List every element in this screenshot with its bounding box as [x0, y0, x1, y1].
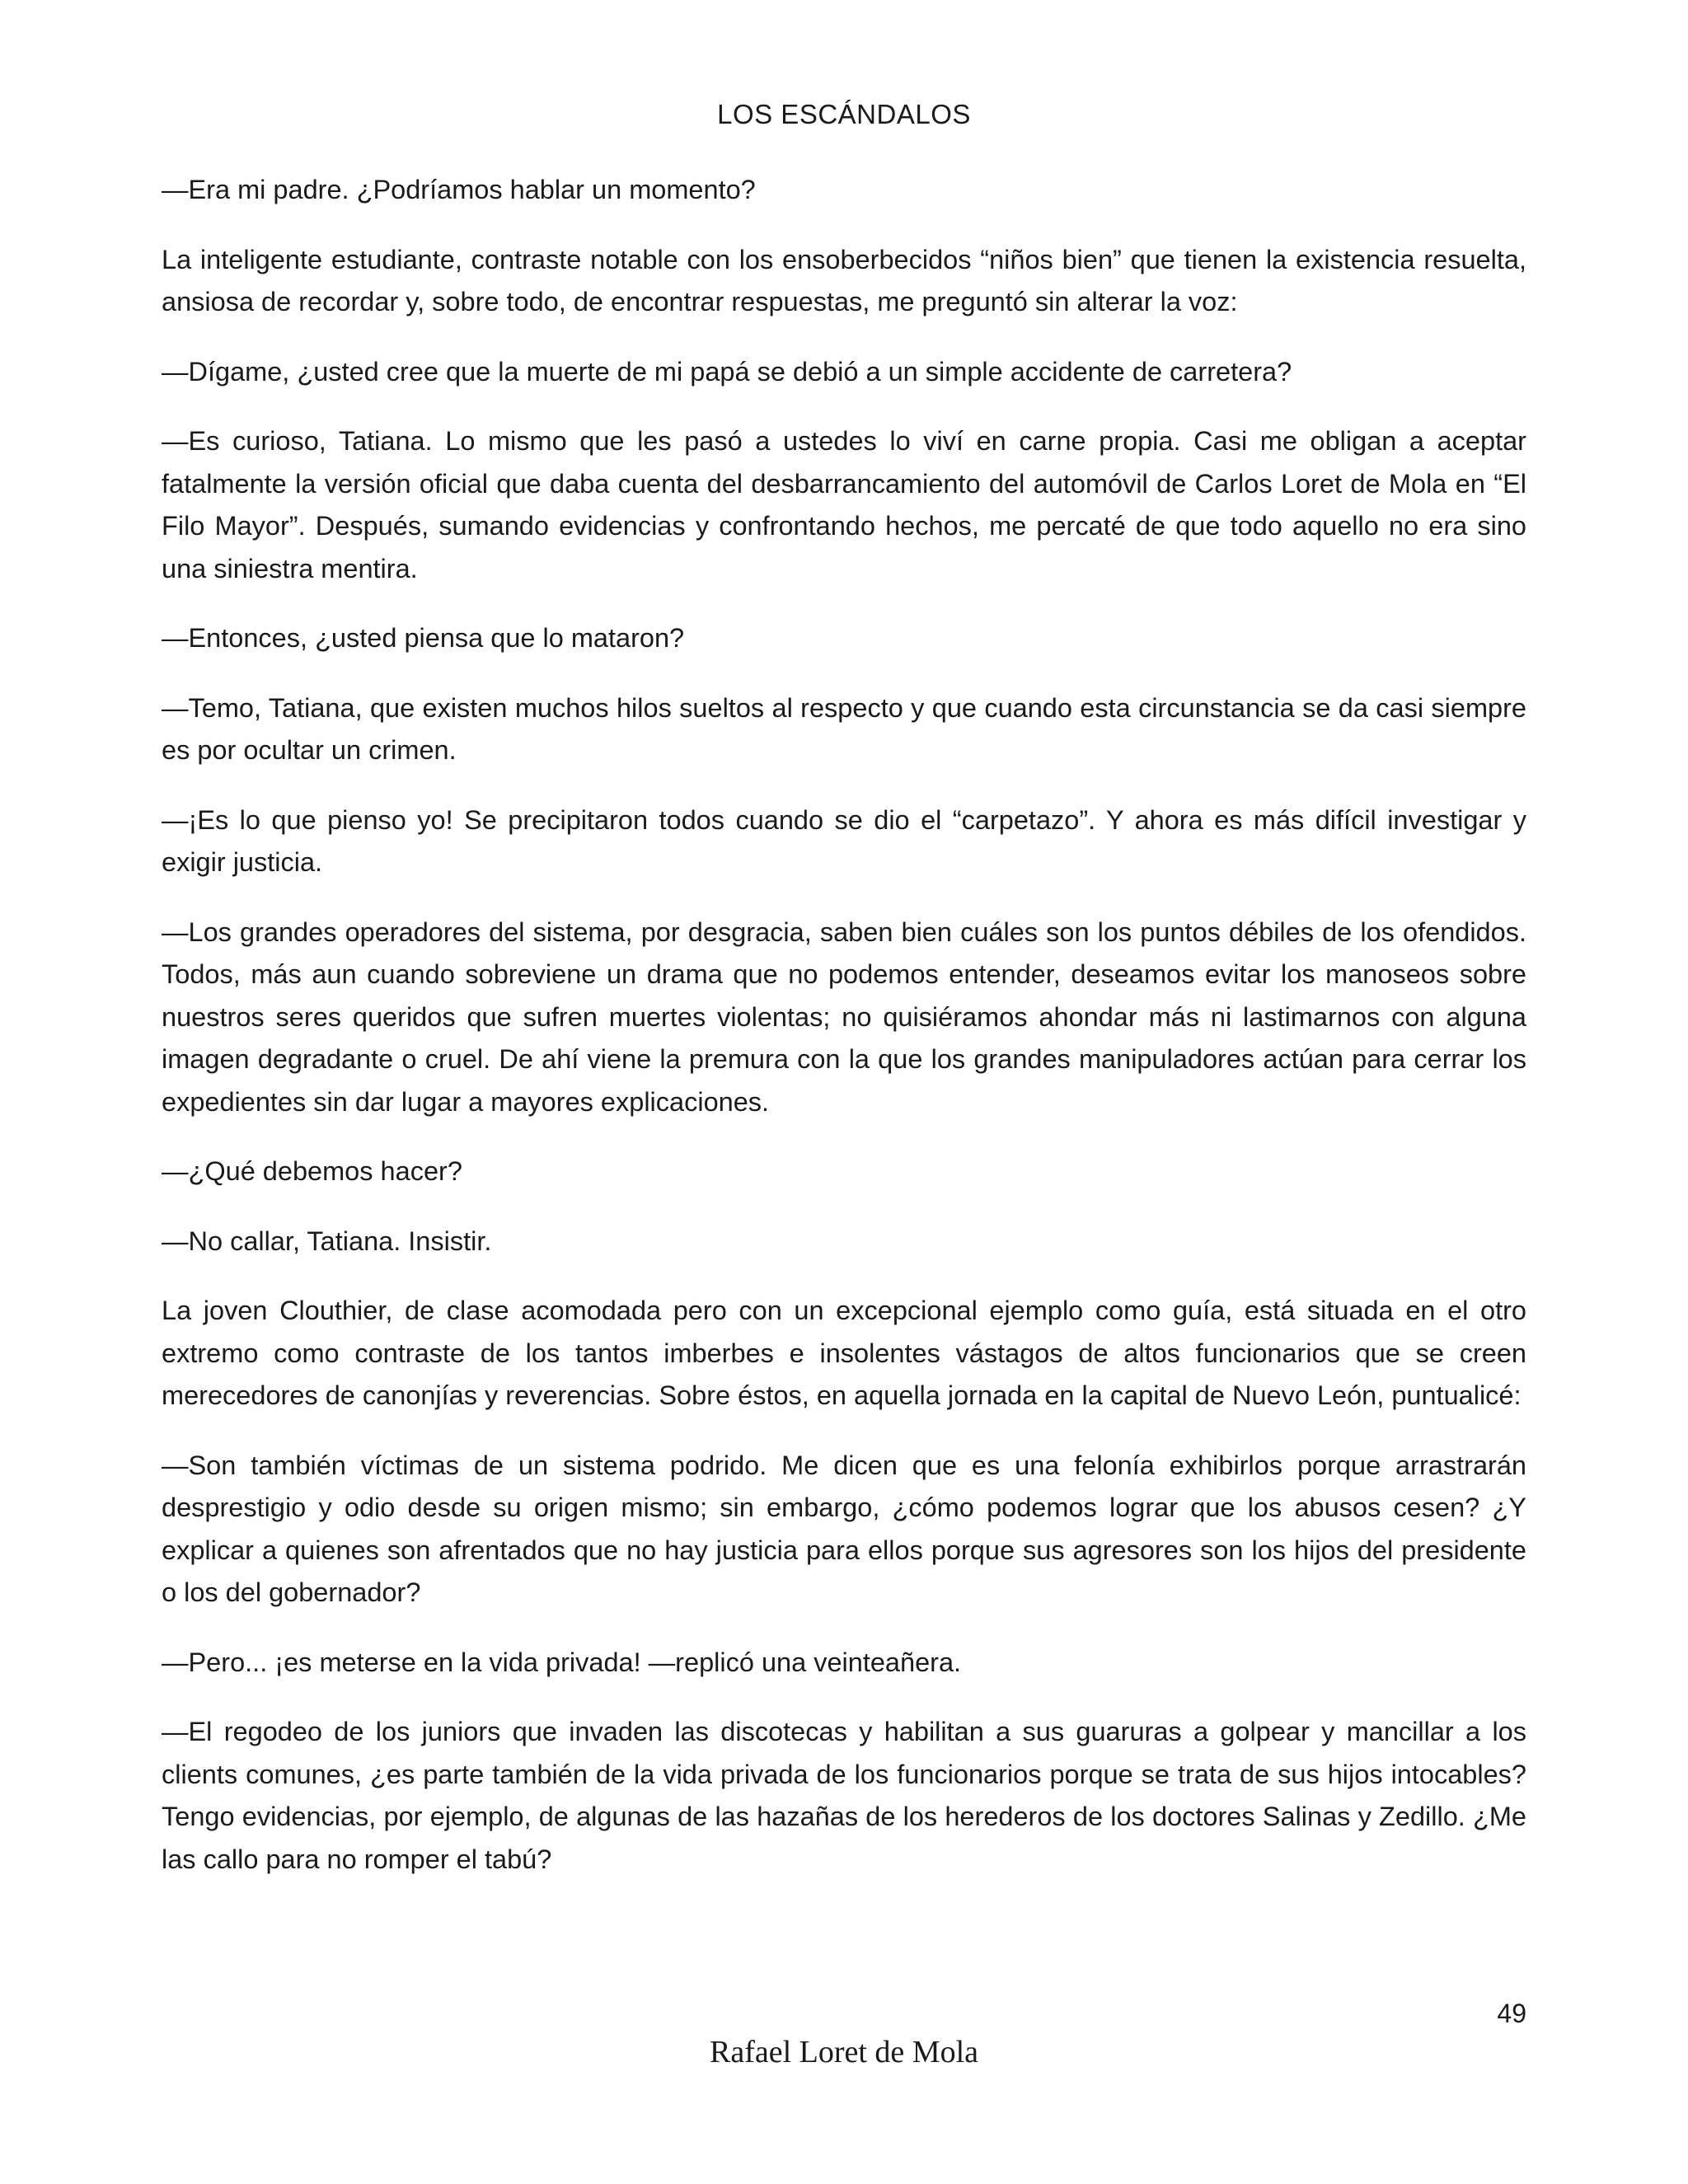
footer-author: Rafael Loret de Mola — [709, 2035, 979, 2069]
page-number: 49 — [1497, 1999, 1526, 2028]
paragraph: —¡Es lo que pienso yo! Se precipitaron todos cuando se dio el “carpetazo”. Y ahora es más difícil investigar y exigir justicia. — [162, 804, 1526, 877]
paragraph: —Temo, Tatiana, que existen muchos hilos sueltos al respecto y que cuando esta circunstancia se da casi siempre es por ocultar un crimen. — [162, 692, 1526, 765]
paragraph: —Pero... ¡es meterse en la vida privada! —replicó una veinteañera. — [162, 1647, 962, 1677]
paragraph: —¿Qué debemos hacer? — [162, 1156, 462, 1186]
paragraph: —Era mi padre. ¿Podríamos hablar un momento? — [162, 175, 756, 204]
paragraph: —El regodeo de los juniors que invaden las discotecas y habilitan a sus guaruras a golpear y mancillar a los clients comunes, ¿es parte también de la vida privada de los funcionarios porque se trata de sus hijos intocables? Tengo evidencias, por ejemplo, de algunas de las hazañas de los herederos de los doctores Salinas y Zedillo. ¿Me las callo para no romper el tabú? — [162, 1717, 1526, 1874]
paragraph: —Dígame, ¿usted cree que la muerte de mi papá se debió a un simple accidente de carretera? — [162, 356, 1292, 387]
body-text — [162, 169, 1526, 1908]
paragraph: La joven Clouthier, de clase acomodada pero con un excepcional ejemplo como guía, está situada en el otro extremo como contraste de los tantos imberbes e insolentes vástagos de altos funcionarios que se creen merecedores de canonjías y reverencias. Sobre éstos, en aquella jornada en la capital de Nuevo León, puntualicé: — [162, 1296, 1526, 1410]
running-header: LOS ESCÁNDALOS — [717, 99, 971, 129]
paragraph: La inteligente estudiante, contraste notable con los ensoberbecidos “niños bien” que tienen la existencia resuelta, ansiosa de recordar y, sobre todo, de encontrar respuestas, me preguntó sin alterar la voz: — [162, 244, 1526, 316]
paragraph: —Son también víctimas de un sistema podrido. Me dicen que es una felonía exhibirlos porque arrastrarán desprestigio y odio desde su origen mismo; sin embargo, ¿cómo podemos lograr que los abusos cesen? ¿Y explicar a quienes son afrentados que no hay justicia para ellos porque sus agresores son los hijos del presidente o los del gobernador? — [162, 1450, 1526, 1607]
paragraph: —Es curioso, Tatiana. Lo mismo que les pasó a ustedes lo viví en carne propia. Casi me obligan a aceptar fatalmente la versión oficial que daba cuenta del desbarrancamiento del automóvil de Carlos Loret de Mola en “El Filo Mayor”. Después, sumando evidencias y confrontando hechos, me percaté de que todo aquello no era sino una siniestra mentira. — [162, 426, 1526, 583]
paragraph: —No callar, Tatiana. Insistir. — [162, 1226, 492, 1256]
paragraph: —Los grandes operadores del sistema, por desgracia, saben bien cuáles son los puntos débiles de los ofendidos. Todos, más aun cuando sobreviene un drama que no podemos entender, deseamos evitar los manoseos sobre nuestros seres queridos que sufren muertes violentas; no quisiéramos ahondar más ni lastimarnos con alguna imagen degradante o cruel. De ahí viene la premura con la que los grandes manipuladores actúan para cerrar los expedientes sin dar lugar a mayores explicaciones. — [162, 916, 1526, 1117]
paragraph: —Entonces, ¿usted piensa que lo mataron? — [162, 623, 685, 653]
